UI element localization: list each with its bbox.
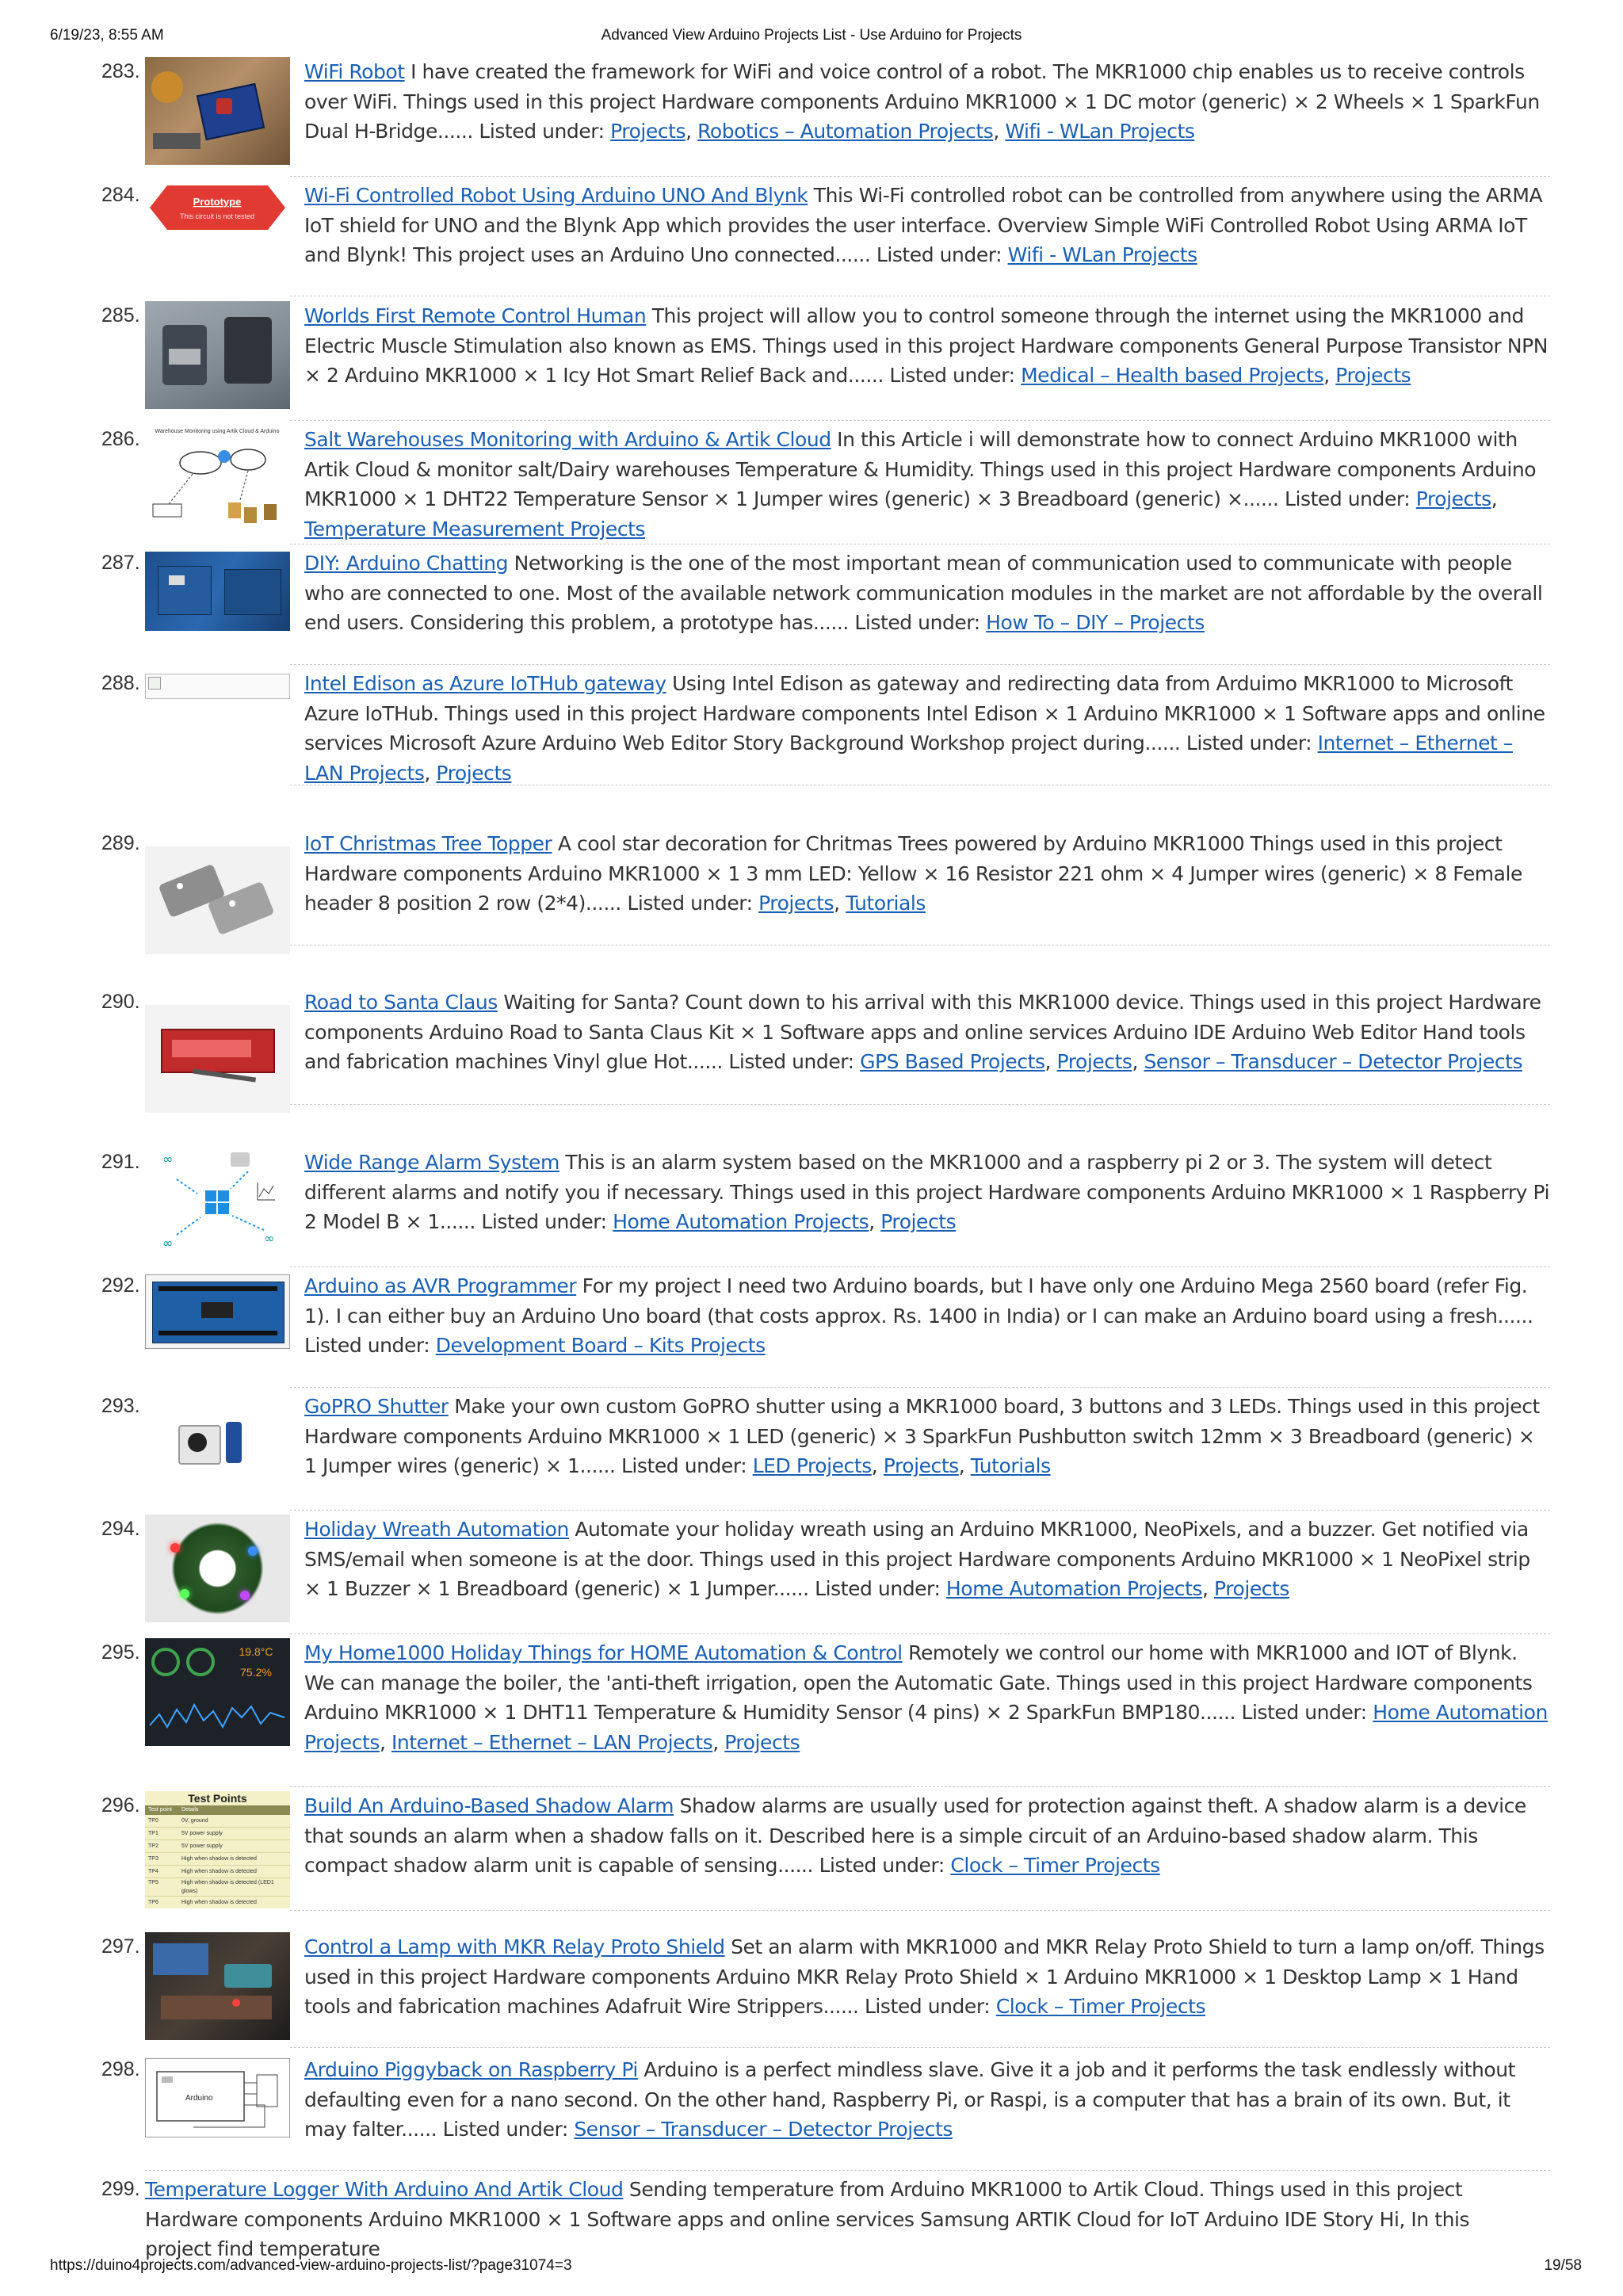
project-title-link[interactable]: Temperature Logger With Arduino And Artik Cloud: [145, 2178, 624, 2201]
category-link[interactable]: Projects: [883, 1454, 959, 1477]
category-link[interactable]: Home Automation Projects: [945, 1577, 1203, 1600]
entry-number: 287.: [101, 552, 140, 574]
listed-under-label: Listed under:: [479, 120, 605, 143]
entry-separator: [290, 2047, 1550, 2048]
test-points-row: TP2 5V power supply: [145, 1840, 290, 1853]
project-title-link[interactable]: Build An Arduino-Based Shadow Alarm: [304, 1794, 674, 1817]
category-link[interactable]: Home Automation Projects: [613, 1210, 869, 1233]
listed-under-label: Listed under:: [1285, 487, 1411, 510]
listed-under-label: Listed under:: [1241, 1701, 1367, 1724]
category-link[interactable]: Tutorials: [846, 892, 926, 915]
category-link[interactable]: Projects: [610, 120, 686, 143]
print-url: https://duino4projects.com/advanced-view-arduino-projects-list/?page31074=3: [50, 2257, 572, 2274]
category-link[interactable]: Projects: [880, 1210, 957, 1233]
entry-number: 294.: [101, 1518, 140, 1540]
entry-separator: [145, 2170, 1550, 2171]
project-title-link[interactable]: Control a Lamp with MKR Relay Proto Shield: [304, 1935, 725, 1958]
listed-under-label: Listed under:: [815, 1577, 941, 1600]
entry-text: WiFi Robot I have created the framework for WiFi and voice control of a robot. The MKR1000 chip enables us to receive controls over WiFi. Things used in this project Hardware components Arduino MKR1000 × 1 DC motor (generic) × 2 Wheels × 1 SparkFun Dual H-Bridge...... Listed under: Projects, Robotics – Automation Projects, Wifi - WLan Projects: [304, 60, 1540, 143]
thumbnail-prototype-badge[interactable]: [145, 184, 290, 231]
project-title-link[interactable]: WiFi Robot: [304, 60, 405, 83]
broken-image-icon: [148, 677, 161, 690]
thumbnail-blynk-dashboard[interactable]: [145, 1638, 290, 1746]
thumbnail-arduino-chatting[interactable]: [145, 552, 290, 631]
entry-text: [304, 181, 1550, 270]
test-points-row: TP4 High when shadow is detected: [145, 1866, 290, 1878]
entry-number: 283.: [101, 60, 140, 82]
broken-image-placeholder[interactable]: [145, 674, 290, 699]
category-link[interactable]: Clock – Timer Projects: [950, 1854, 1160, 1877]
entry-text: [145, 2175, 1540, 2264]
category-link[interactable]: Sensor – Transducer – Detector Projects: [574, 2118, 953, 2141]
print-page-title: Advanced View Arduino Projects List - Use Arduino for Projects: [601, 27, 1022, 44]
entry-separator: [290, 664, 1550, 665]
prototype-badge-icon: [145, 184, 290, 231]
project-title-link[interactable]: Worlds First Remote Control Human: [304, 304, 647, 327]
entry-number: 299.: [101, 2178, 140, 2200]
entry-text: Salt Warehouses Monitoring with Arduino & Artik Cloud In this Article i will demonstrate how to connect Arduino MKR1000 with Artik Cloud & monitor salt/Dairy warehouses Temperature & Humidity. Things used in this project Hardware components Arduino MKR1000 × 1 DHT22 Temperature Sensor × 1 Jumper wires (generic) × 3 Breadboard (generic) ×...... Listed under: Projects, Temperature Measurement Projects: [304, 428, 1537, 541]
test-points-col-header: Test point: [148, 1807, 172, 1813]
test-points-row: TP3 High when shadow is detected: [145, 1853, 290, 1866]
project-title-link[interactable]: DIY: Arduino Chatting: [304, 552, 509, 575]
project-title-link[interactable]: Salt Warehouses Monitoring with Arduino & Artik Cloud: [304, 428, 831, 451]
entry-separator: [290, 1786, 1550, 1787]
test-points-row: TP0 0V, ground: [145, 1815, 290, 1828]
listed-under-label: Listed under:: [854, 611, 980, 634]
svg-text:∞: ∞: [162, 1152, 174, 1167]
listed-under-label: Listed under:: [819, 1854, 945, 1877]
entry-number: 295.: [101, 1641, 140, 1664]
entry-text: Holiday Wreath Automation Automate your holiday wreath using an Arduino MKR1000, NeoPixels, and a buzzer. Get notified via SMS/email when someone is at the door. Things used in this project Hardware components Arduino MKR1000 × 1 NeoPixel strip × 1 Buzzer × 1 Breadboard (generic) × 1 Jumper...... Listed under: Home Automation Projects, Projects: [304, 1518, 1530, 1600]
category-link[interactable]: Projects: [1335, 364, 1411, 387]
category-link[interactable]: Projects: [1214, 1577, 1289, 1600]
project-description: Make your own custom GoPRO shutter using a MKR1000 board, 3 buttons and 3 LEDs. Things used in this project Hardware components Arduino MKR1000 × 1 LED (generic) × 3 SparkFun Pushbutton switch 12mm × 3 Breadboard (generic) × 1 Jumper wires (generic) × 1......: [304, 1395, 1540, 1477]
entry-number: 292.: [101, 1274, 140, 1297]
category-link[interactable]: Projects: [436, 761, 512, 785]
category-link[interactable]: GPS Based Projects: [860, 1050, 1045, 1073]
project-description: Using Intel Edison as gateway and redirecting data from Arduimo MKR1000 to Microsoft Azure IoTHub. Things used in this project Hardware components Intel Edison × 1 Arduino MKR1000 × 1 Software apps and online services Microsoft Azure Arduino Web Editor Story Background Workshop project during......: [304, 672, 1545, 755]
entry-number: 286.: [101, 428, 140, 450]
test-points-row: TP5 High when shadow is detected (LED1 glows): [145, 1878, 290, 1897]
entry-number: 288.: [101, 672, 140, 694]
project-description: This project will allow you to control someone through the internet using the MKR1000 and Electric Muscle Stimulation also known as EMS. Things used in this project Hardware components General Purpose Transistor NPN × 2 Arduino MKR1000 × 1 Icy Hot Smart Relief Back and......: [304, 304, 1548, 387]
project-description: Set an alarm with MKR1000 and MKR Relay Proto Shield to turn a lamp on/off. Things used in this project Hardware components Arduino MKR Relay Proto Shield × 1 Arduino MKR1000 × 1 Desktop Lamp × 1 Hand tools and fabrication machines Adafruit Wire Strippers......: [304, 1935, 1545, 2018]
entry-number: 284.: [101, 184, 140, 206]
entry-separator: [290, 1387, 1550, 1388]
category-link[interactable]: Internet – Ethernet – LAN Projects: [391, 1730, 713, 1754]
category-link[interactable]: Projects: [758, 892, 834, 915]
dashboard-humidity-value: 75.2%: [240, 1666, 272, 1679]
listed-under-label: Listed under:: [889, 364, 1015, 387]
entry-text: IoT Christmas Tree Topper A cool star decoration for Chritmas Trees powered by Arduino MKR1000 Things used in this project Hardware components Arduino MKR1000 × 1 3 mm LED: Yellow × 16 Resistor 221 ohm × 4 Jumper wires (generic) × 8 Female header 8 position 2 row (2*4)...... Listed under: Projects, Tutorials: [304, 832, 1522, 915]
thumbnail-avr-programmer[interactable]: [145, 1274, 290, 1349]
category-link[interactable]: Home Automation Projects: [304, 1701, 1548, 1754]
thumbnail-holiday-wreath[interactable]: [145, 1515, 290, 1622]
project-description: Shadow alarms are usually used for protection against theft. A shadow alarm is a device that sounds an alarm when a shadow falls on it. Described here is a simple circuit of an Arduino-based shadow alarm. This compact shadow alarm unit is capable of sensing......: [304, 1794, 1526, 1877]
thumbnail-gopro-shutter[interactable]: [145, 1406, 290, 1482]
print-datetime: 6/19/23, 8:55 AM: [50, 27, 164, 44]
category-link[interactable]: Clock – Timer Projects: [995, 1995, 1206, 2018]
entry-separator: [290, 1633, 1550, 1634]
dashboard-temp-value: 19.8°C: [239, 1645, 273, 1658]
cloud-network-diagram-icon: [145, 425, 290, 533]
prototype-badge-sublabel: This circuit is not tested: [179, 212, 255, 220]
entry-text: Wide Range Alarm System This is an alarm system based on the MKR1000 and a raspberry pi 2 or 3. The system will detect different alarms and notify you if necessary. Things used in this project Hardware components Arduino MKR1000 × 1 Raspberry Pi 2 Model B × 1...... Listed under: Home Automation Projects, Projects: [304, 1151, 1550, 1233]
listed-under-label: Listed under:: [864, 1995, 991, 2018]
category-link[interactable]: Projects: [1415, 487, 1491, 510]
project-description: In this Article i will demonstrate how to connect Arduino MKR1000 with Artik Cloud & monitor salt/Dairy warehouses Temperature & Humidity. Things used in this project Hardware components Arduino MKR1000 × 1 DHT22 Temperature Sensor × 1 Jumper wires (generic) × 3 Breadboard (generic) ×......: [304, 428, 1537, 510]
category-link[interactable]: How To – DIY – Projects: [986, 611, 1205, 634]
project-description: Waiting for Santa? Count down to his arrival with this MKR1000 device. Things used in this project Hardware components Arduino Road to Santa Claus Kit × 1 Software apps and online services Arduino IDE Arduino Web Editor Hand tools and fabrication machines Vinyl glue Hot......: [304, 991, 1541, 1073]
entry-separator: [290, 1266, 1550, 1267]
entry-text: Worlds First Remote Control Human This project will allow you to control someone through the internet using the MKR1000 and Electric Muscle Stimulation also known as EMS. Things used in this project Hardware components General Purpose Transistor NPN × 2 Arduino MKR1000 × 1 Icy Hot Smart Relief Back and...... Listed under: Medical – Health based Projects, Projects: [304, 304, 1548, 387]
entry-text: [304, 1271, 1550, 1361]
svg-text:∞: ∞: [264, 1231, 275, 1246]
project-title-link[interactable]: Arduino as AVR Programmer: [304, 1274, 577, 1297]
project-description: For my project I need two Arduino boards, but I have only one Arduino Mega 2560 board (refer Fig. 1). I can either buy an Arduino Uno board (that costs approx. Rs. 1400 in India) or I can make an Arduino board using a fresh......: [304, 1274, 1533, 1328]
category-link[interactable]: Internet – Ethernet – LAN Projects: [304, 732, 1513, 785]
project-description: Remotely we control our home with MKR1000 and IOT of Blynk. We can manage the boiler, the 'anti-theft irrigation, open the Automatic Gate. Things used in this project Hardware components Arduino MKR1000 × 1 DHT11 Temperature & Humidity Sensor (4 pins) × 2 SparkFun BMP180......: [304, 1641, 1533, 1724]
test-points-row: TP6 High when shadow is detected: [148, 1900, 257, 1905]
listed-under-label: Listed under:: [621, 1454, 747, 1477]
diagram-board-label: Arduino: [185, 2094, 213, 2103]
project-title-link[interactable]: Wide Range Alarm System: [304, 1151, 559, 1174]
category-link[interactable]: Sensor – Transducer – Detector Projects: [1144, 1050, 1523, 1073]
svg-text:∞: ∞: [162, 1236, 174, 1251]
alarm-network-diagram-icon: [145, 1148, 290, 1255]
entry-separator: [290, 420, 1550, 421]
category-link[interactable]: Projects: [1056, 1050, 1132, 1073]
project-title-link[interactable]: Road to Santa Claus: [304, 991, 498, 1014]
project-description: This Wi-Fi controlled robot can be controlled from anywhere using the ARMA IoT shield for UNO and the Blynk App which provides the user interface. Overview Simple WiFi Controlled Robot Using ARMA IoT and Blynk! This project uses an Arduino Uno connected......: [304, 184, 1543, 266]
entry-separator: [290, 1910, 1550, 1911]
thumbnail-wifi-robot[interactable]: [145, 57, 290, 165]
thumbnail-christmas-tree-topper[interactable]: [145, 846, 290, 954]
category-link[interactable]: Projects: [724, 1730, 800, 1754]
test-points-row: TP1 5V power supply: [145, 1828, 290, 1840]
entry-text: [304, 1932, 1550, 2022]
entry-text: [304, 1791, 1550, 1881]
print-header: [0, 27, 1623, 51]
category-link[interactable]: Medical – Health based Projects: [1021, 364, 1324, 387]
category-link[interactable]: Temperature Measurement Projects: [304, 517, 646, 541]
entry-number: 298.: [101, 2058, 140, 2080]
entry-number: 289.: [101, 832, 140, 854]
category-link[interactable]: Robotics – Automation Projects: [697, 120, 994, 143]
dashboard-chart-icon: [145, 1638, 290, 1746]
listed-under-label: Listed under:: [728, 1050, 854, 1073]
thumbnail-road-to-santa[interactable]: [145, 1005, 290, 1113]
entry-number: 291.: [101, 1151, 140, 1173]
project-title-link[interactable]: IoT Christmas Tree Topper: [304, 832, 552, 855]
project-description: Arduino is a perfect mindless slave. Give it a job and it performs the task endlessly without defaulting even for a nano second. On the other hand, Raspberry Pi, or Raspi, is a computer that has a brain of its own. But, it may falter......: [304, 2058, 1515, 2141]
project-title-link[interactable]: Wi-Fi Controlled Robot Using Arduino UNO And Blynk: [304, 184, 808, 207]
entry-number: 296.: [101, 1794, 140, 1817]
thumbnail-arduino-piggyback[interactable]: [145, 2058, 290, 2137]
project-title-link[interactable]: Holiday Wreath Automation: [304, 1518, 569, 1541]
entry-separator: [290, 945, 1550, 946]
entry-text: [304, 548, 1550, 638]
entry-text: GoPRO Shutter Make your own custom GoPRO shutter using a MKR1000 board, 3 buttons and 3 LEDs. Things used in this project Hardware components Arduino MKR1000 × 1 LED (generic) × 3 SparkFun Pushbutton switch 12mm × 3 Breadboard (generic) × 1 Jumper wires (generic) × 1...... Listed under: LED Projects, Projects, Tutorials: [304, 1395, 1540, 1477]
listed-under-label: Listed under:: [627, 892, 753, 915]
thumbnail-alarm-system[interactable]: [145, 1148, 290, 1255]
entry-text: My Home1000 Holiday Things for HOME Automation & Control Remotely we control our home with MKR1000 and IOT of Blynk. We can manage the boiler, the 'anti-theft irrigation, open the Automatic Gate. Things used in this project Hardware components Arduino MKR1000 × 1 DHT11 Temperature & Humidity Sensor (4 pins) × 2 SparkFun BMP180...... Listed under: Home Automation Projects, Internet – Ethernet – LAN Projects, Projects: [304, 1641, 1548, 1754]
entry-separator: [290, 1104, 1550, 1105]
project-description: I have created the framework for WiFi and voice control of a robot. The MKR1000 chip enables us to receive controls over WiFi. Things used in this project Hardware components Arduino MKR1000 × 1 DC motor (generic) × 2 Wheels × 1 SparkFun Dual H-Bridge......: [304, 60, 1540, 143]
entry-number: 297.: [101, 1935, 140, 1958]
entry-number: 285.: [101, 304, 140, 327]
entry-text: Intel Edison as Azure IoTHub gateway Using Intel Edison as gateway and redirecting data from Arduimo MKR1000 to Microsoft Azure IoTHub. Things used in this project Hardware components Intel Edison × 1 Arduino MKR1000 × 1 Software apps and online services Microsoft Azure Arduino Web Editor Story Background Workshop project during...... Listed under: Internet – Ethernet – LAN Projects, Projects: [304, 672, 1545, 785]
project-description: A cool star decoration for Chritmas Trees powered by Arduino MKR1000 Things used in this project Hardware components Arduino MKR1000 × 1 3 mm LED: Yellow × 16 Resistor 221 ohm × 4 Jumper wires (generic) × 8 Female header 8 position 2 row (2*4)......: [304, 832, 1522, 915]
prototype-badge-label: Prototype: [193, 196, 242, 208]
entry-number: 293.: [101, 1395, 140, 1417]
test-points-heading: Test Points: [188, 1792, 247, 1805]
listed-under-label: Listed under:: [442, 2118, 568, 2141]
print-page-number: 19/58: [1544, 2257, 1582, 2274]
category-link[interactable]: Wifi - WLan Projects: [1005, 120, 1195, 143]
listed-under-label: Listed under:: [876, 243, 1002, 266]
thumbnail-relay-lamp[interactable]: [145, 1932, 290, 2040]
entry-number: 290.: [101, 991, 140, 1013]
thumbnail-caption: Warehouse Monitoring using Artik Cloud & Arduino: [155, 429, 280, 434]
category-link[interactable]: Wifi - WLan Projects: [1007, 243, 1197, 266]
thumbnail-test-points-table[interactable]: [145, 1791, 290, 1908]
listed-under-label: Listed under:: [481, 1210, 607, 1233]
entry-text: [304, 2055, 1550, 2145]
project-title-link[interactable]: GoPRO Shutter: [304, 1395, 449, 1418]
project-description: Automate your holiday wreath using an Arduino MKR1000, NeoPixels, and a buzzer. Get notified via SMS/email when someone is at the door. Things used in this project Hardware components Arduino MKR1000 × 1 NeoPixel strip × 1 Buzzer × 1 Breadboard (generic) × 1 Jumper......: [304, 1518, 1530, 1600]
test-points-col-header: Details: [181, 1807, 199, 1813]
project-description: Sending temperature from Arduino MKR1000 to Artik Cloud. Things used in this project Hardware components Arduino MKR1000 × 1 Software apps and online services Samsung ARTIK Cloud for IoT Arduino IDE Story Hi, In this project find temperature: [145, 2178, 1470, 2260]
project-description: This is an alarm system based on the MKR1000 and a raspberry pi 2 or 3. The system will detect different alarms and notify you if necessary. Things used in this project Hardware components Arduino MKR1000 × 1 Raspberry Pi 2 Model B × 1......: [304, 1151, 1550, 1233]
project-description: Networking is the one of the most important mean of communication used to communicate with people who are connected to one. Most of the available network communication modules in the market are not affordable by the overall end users. Considering this problem, a prototype has......: [304, 552, 1543, 634]
project-title-link[interactable]: Arduino Piggyback on Raspberry Pi: [304, 2058, 638, 2081]
category-link[interactable]: Tutorials: [970, 1454, 1051, 1477]
entry-text: Road to Santa Claus Waiting for Santa? Count down to his arrival with this MKR1000 device. Things used in this project Hardware components Arduino Road to Santa Claus Kit × 1 Software apps and online services Arduino IDE Arduino Web Editor Hand tools and fabrication machines Vinyl glue Hot...... Listed under: GPS Based Projects, Projects, Sensor – Transducer – Detector Projects: [304, 991, 1541, 1073]
wiring-diagram-icon: [146, 2059, 289, 2137]
category-link[interactable]: Development Board – Kits Projects: [435, 1334, 766, 1357]
listed-under-label: Listed under:: [1186, 732, 1312, 755]
listed-under-label: Listed under:: [304, 1334, 430, 1357]
project-title-link[interactable]: My Home1000 Holiday Things for HOME Automation & Control: [304, 1641, 903, 1664]
entry-separator: [290, 1510, 1550, 1511]
thumbnail-remote-control-human[interactable]: [145, 301, 290, 409]
entry-separator: [290, 176, 1550, 177]
project-title-link[interactable]: Intel Edison as Azure IoTHub gateway: [304, 672, 666, 695]
thumbnail-warehouse-monitoring[interactable]: [145, 425, 290, 533]
category-link[interactable]: LED Projects: [752, 1454, 872, 1477]
